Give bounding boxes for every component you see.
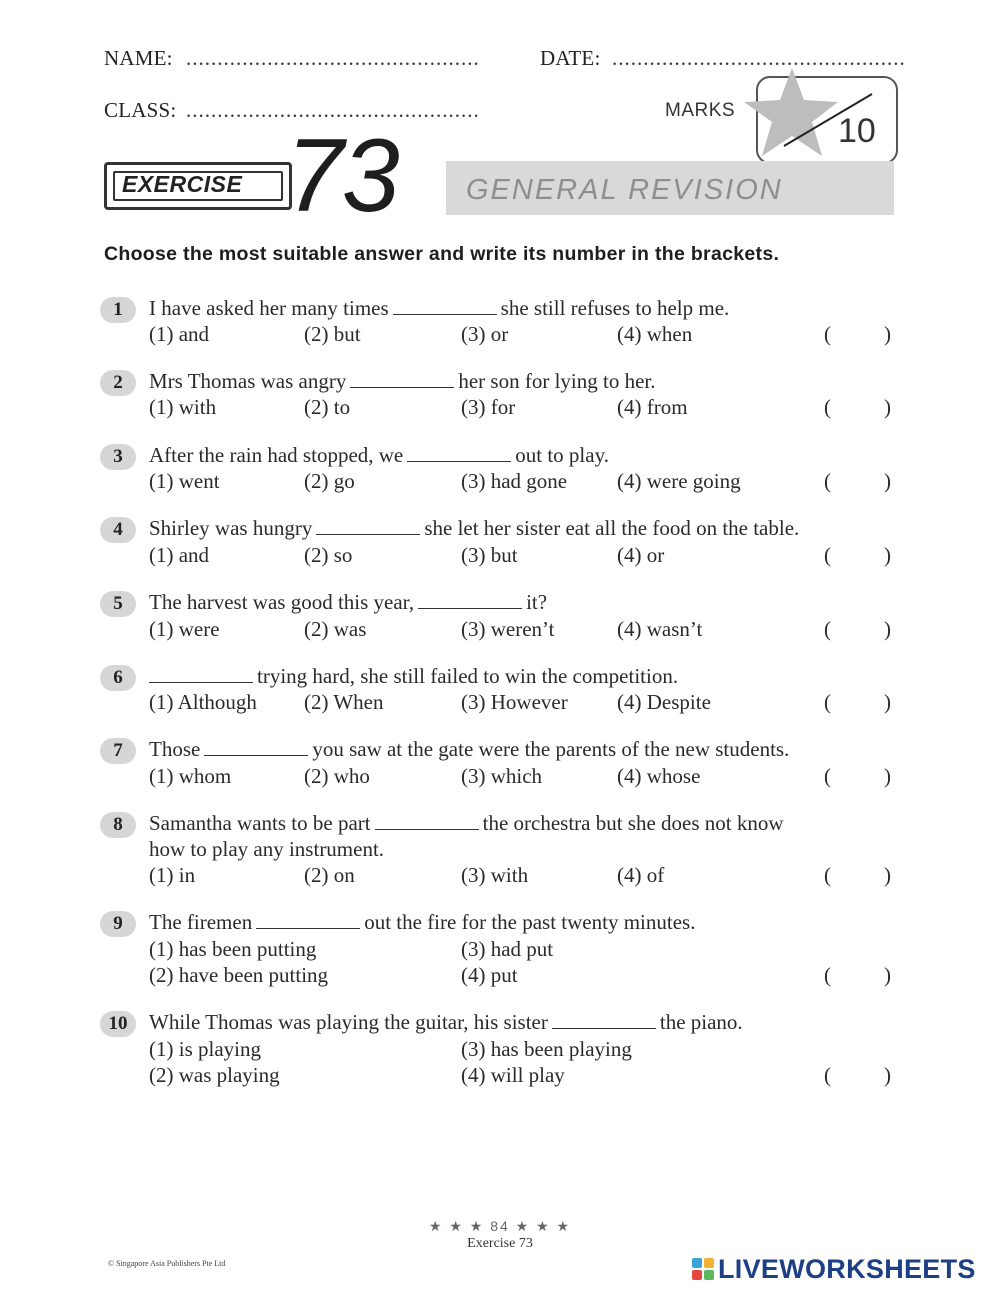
date-label: DATE: [540,46,601,70]
name-label: NAME: [104,46,173,70]
question-text: Those you saw at the gate were the parents of the new students. [149,737,790,761]
exercise-title: GENERAL REVISION [466,174,783,206]
answer-input[interactable] [838,863,878,889]
question-text: I have asked her many times she still refuses to help me. [149,296,730,320]
answer-bracket-open: ( [824,617,831,641]
question-number: 1 [100,297,136,323]
answer-bracket-close: ) [884,322,891,346]
option: (3) with [461,863,529,887]
answer-bracket-close: ) [884,395,891,419]
answer-blank [552,1012,656,1029]
answer-bracket-open: ( [824,395,831,419]
question-text: Mrs Thomas was angry her son for lying to her. [149,369,656,393]
answer-blank [407,445,511,462]
option: (2) have been putting [149,963,329,987]
option: (2) go [304,469,355,493]
answer-input[interactable] [838,469,878,495]
answer-input[interactable] [838,764,878,790]
option: (2) who [304,764,370,788]
liveworksheets-logo[interactable]: LIVEWORKSHEETS [718,1254,976,1284]
option: (1) went [149,469,220,493]
answer-bracket-open: ( [824,764,831,788]
class-field[interactable]: ............................................... [186,98,480,122]
answer-blank [375,813,479,830]
footer-exercise-label: Exercise 73 [467,1236,533,1251]
date-field[interactable]: ............................................... [612,46,906,70]
answer-input[interactable] [838,395,878,421]
question-number: 4 [100,517,136,543]
question-number: 10 [100,1011,136,1037]
question-number: 7 [100,738,136,764]
question-text: Samantha wants to be part the orchestra but she does not know [149,811,784,835]
question-text: Shirley was hungry she let her sister eat all the food on the table. [149,516,800,540]
option: (3) weren’t [461,617,555,641]
marks-label: MARKS [665,100,736,121]
option: (2) so [304,543,353,567]
exercise-number: 73 [286,118,398,234]
answer-bracket-close: ) [884,1063,891,1087]
liveworksheets-logo-icon [692,1258,714,1280]
option: (1) Although [149,690,257,714]
option: (4) from [617,395,688,419]
answer-blank [418,592,522,609]
question-text: The firemen out the fire for the past twenty minutes. [149,910,696,934]
option: (1) is playing [149,1037,261,1061]
answer-bracket-open: ( [824,963,831,987]
answer-bracket-open: ( [824,690,831,714]
option: (1) with [149,395,217,419]
option: (1) and [149,543,210,567]
answer-bracket-open: ( [824,863,831,887]
option: (3) for [461,395,516,419]
question-number: 6 [100,665,136,691]
question-text-line2: how to play any instrument. [149,837,385,861]
option: (3) or [461,322,509,346]
answer-blank [256,912,360,929]
question-number: 3 [100,444,136,470]
option: (4) or [617,543,665,567]
answer-bracket-open: ( [824,322,831,346]
option: (3) had gone [461,469,568,493]
option: (4) put [461,963,518,987]
name-field[interactable]: ............................................... [186,46,480,70]
answer-input[interactable] [838,963,878,989]
answer-blank [350,371,454,388]
option: (4) when [617,322,693,346]
question-text: After the rain had stopped, we out to play. [149,443,609,467]
option: (4) wasn’t [617,617,703,641]
answer-blank [316,518,420,535]
question-text: While Thomas was playing the guitar, his sister the piano. [149,1010,743,1034]
option: (3) However [461,690,568,714]
answer-input[interactable] [838,543,878,569]
question-text: trying hard, she still failed to win the competition. [149,664,678,689]
option: (4) whose [617,764,701,788]
answer-bracket-close: ) [884,863,891,887]
option: (1) were [149,617,220,641]
answer-bracket-close: ) [884,543,891,567]
answer-input[interactable] [838,690,878,716]
answer-bracket-close: ) [884,963,891,987]
option: (1) in [149,863,196,887]
class-label: CLASS: [104,98,177,122]
answer-bracket-close: ) [884,764,891,788]
option: (1) has been putting [149,937,317,961]
answer-bracket-open: ( [824,1063,831,1087]
exercise-word: EXERCISE [122,171,243,197]
option: (2) was playing [149,1063,280,1087]
option: (3) but [461,543,518,567]
option: (4) Despite [617,690,711,714]
instruction: Choose the most suitable answer and write its number in the brackets. [104,243,780,265]
option: (3) which [461,764,543,788]
answer-blank [393,298,497,315]
option: (2) to [304,395,351,419]
option: (3) had put [461,937,554,961]
marks-total: 10 [838,112,876,150]
answer-bracket-close: ) [884,469,891,493]
option: (3) has been playing [461,1037,632,1061]
answer-bracket-open: ( [824,469,831,493]
answer-input[interactable] [838,322,878,348]
answer-input[interactable] [838,617,878,643]
option: (2) on [304,863,355,887]
question-number: 2 [100,370,136,396]
answer-bracket-close: ) [884,617,891,641]
option: (2) was [304,617,367,641]
answer-bracket-close: ) [884,690,891,714]
option: (2) When [304,690,384,714]
question-number: 9 [100,911,136,937]
answer-blank [204,739,308,756]
option: (4) were going [617,469,741,493]
question-number: 5 [100,591,136,617]
question-number: 8 [100,812,136,838]
option: (4) will play [461,1063,565,1087]
answer-input[interactable] [838,1063,878,1089]
option: (1) and [149,322,210,346]
answer-bracket-open: ( [824,543,831,567]
copyright: © Singapore Asia Publishers Pte Ltd [108,1259,226,1268]
option: (1) whom [149,764,232,788]
page-number: ★ ★ ★ 84 ★ ★ ★ [428,1218,572,1234]
question-text: The harvest was good this year, it? [149,590,548,614]
option: (2) but [304,322,361,346]
option: (4) of [617,863,665,887]
answer-blank [149,666,253,683]
